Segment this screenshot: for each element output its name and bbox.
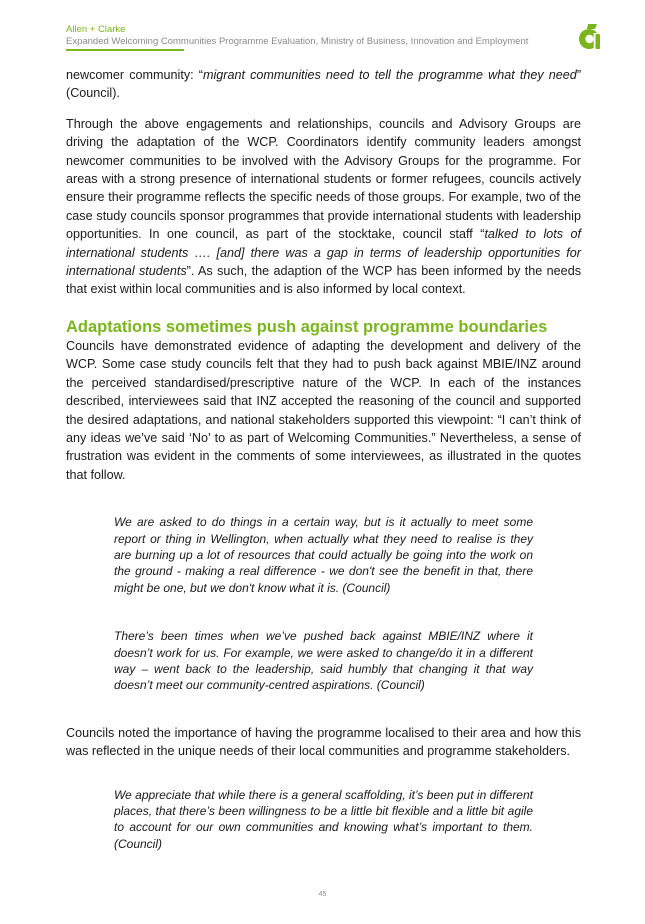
paragraph-1-quote: migrant communities need to tell the programme what they need [202, 68, 577, 82]
paragraph-1-text-end: ” (Council). [66, 68, 582, 101]
page-header [66, 24, 606, 48]
page-content [66, 66, 581, 852]
paragraph-1-text: newcomer community: “ [66, 68, 203, 82]
paragraph-2 [66, 115, 581, 299]
header-rule [66, 49, 184, 51]
paragraph-2-text: Through the above engagements and relationships, councils and Advisory Groups are driving the adaptation of the WCP. Coordinators identify community leaders amongst newcomer communities to be involved with the Advisory Groups for the programme. For areas with a strong presence of international students or former refugees, councils actively ensure their programme reflects the specific needs of those groups. For example, two of the case study councils sponsor programmes that provide international students with leadership opportunities. In one council, as part of the stocktake, council staff “ [66, 116, 581, 242]
page-number: 45 [318, 891, 327, 898]
paragraph-3: Councils have demonstrated evidence of adapting the development and delivery of the WCP. Some case study councils felt that they had to push back against MBIE/INZ around the perceived standardised/prescriptive nature of the WCP. In each of the instances described, interviewees said that INZ accepted the reasoning of the council and supported the desired adaptations, and national stakeholders supported this viewpoint: “I can’t think of any ideas we’ve said ‘No’ to as part of Welcoming Communities.” Nevertheless, a sense of frustration was evident in the comments of some interviewees, as illustrated in the quotes that follow. [66, 338, 581, 482]
block-quote-3: We appreciate that while there is a general scaffolding, it’s been put in different places, that there’s been willingness to be a little bit flexible and a little bit agile to account for our own communities and knowing what’s important to them. (Council) [114, 787, 533, 851]
paragraph-2-text-end: ”. As such, the adaption of the WCP has been informed by the needs that exist within local communities and is also informed by local context. [66, 264, 581, 297]
paragraph-1 [66, 66, 581, 103]
paragraph-4: Councils noted the importance of having the programme localised to their area and how this was reflected in the unique needs of their local communities and programme stakeholders. [66, 725, 581, 759]
header-brand: Allen + Clarke [66, 24, 126, 35]
block-quote-1: We are asked to do things in a certain way, but is it actually to meet some report or thing in Wellington, when actually what they need to realise is they are burning up a lot of resources that could actually be going into the work on the ground - making a real difference - we don't see the benefit in that, there might be one, but we don't know what it is. (Council) [114, 515, 533, 595]
header-subtitle: Expanded Welcoming Communities Programme Evaluation, Ministry of Business, Innovation and Employment [66, 36, 529, 47]
paragraph-2-quote: talked to lots of international students …. [and] there was a gap in terms of leadership opportunities for international students [66, 227, 581, 279]
allen-clarke-logo-icon [577, 24, 601, 50]
section-heading: Adaptations sometimes push against programme boundaries [66, 317, 548, 336]
block-quote-2: There’s been times when we’ve pushed back against MBIE/INZ where it doesn’t work for us. For example, we were asked to change/do it in a different way – went back to the leadership, said humbly that changing it that way doesn’t meet our community-centred aspirations. (Council) [114, 629, 533, 693]
